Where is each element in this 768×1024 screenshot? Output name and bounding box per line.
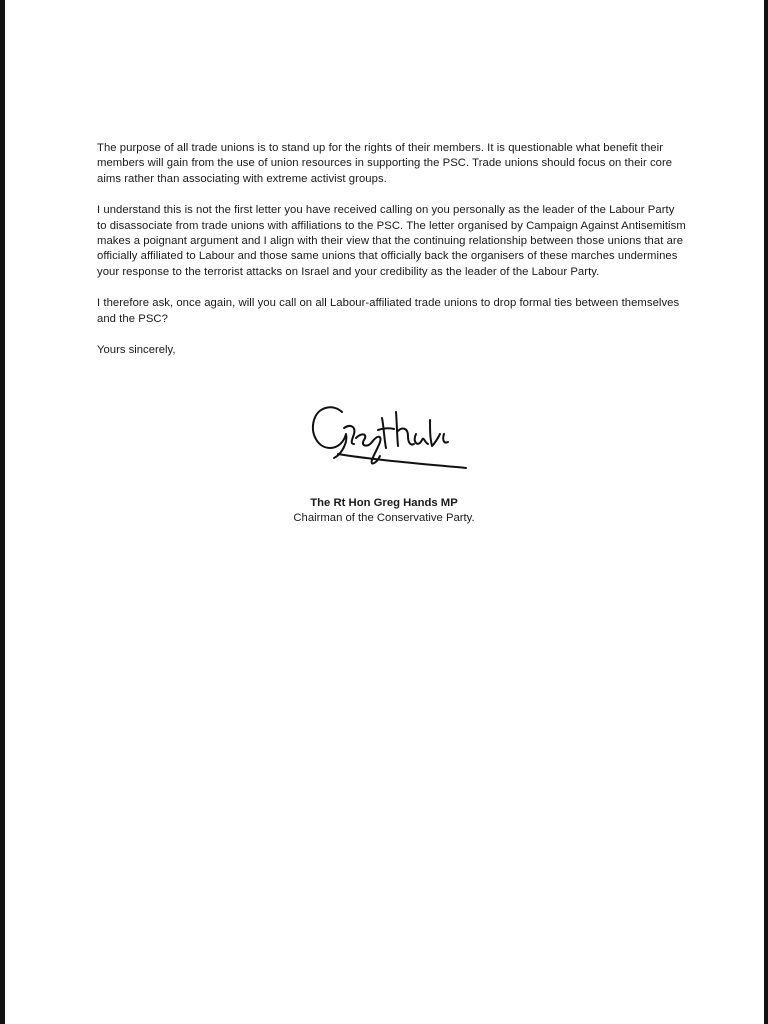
paragraph-request: I therefore ask, once again, will you call on all Labour-affiliated trade unions to drop formal ties between themselves and the PSC? xyxy=(97,297,680,325)
letter-body xyxy=(97,141,687,358)
signature-block xyxy=(0,398,768,526)
paragraph-trade-unions: The purpose of all trade unions is to stand up for the rights of their members. It is questionable what benefit their members will gain from the use of union resources in supporting the PSC. Trade unions should focus on their core aims rather than associating with extreme activist groups. xyxy=(97,142,673,185)
closing-salutation: Yours sincerely, xyxy=(97,344,176,357)
signatory-name: The Rt Hon Greg Hands MP xyxy=(310,497,458,509)
paragraph-previous-letter: I understand this is not the first letter you have received calling on you personally as the leader of the Labour Party to disassociate from trade unions with affiliations to the PSC. The letter organised by Campaign Against Antisemitism makes a poignant argument and I align with their view that the continuing relationship between those unions that are officially affiliated to Labour and those same unions that officially back the organisers of these marches undermines your response to the terrorist attacks on Israel and your credibility as the leader of the Labour Party. xyxy=(97,204,686,278)
signatory-title: Chairman of the Conservative Party. xyxy=(293,512,475,524)
handwritten-signature xyxy=(294,398,474,476)
